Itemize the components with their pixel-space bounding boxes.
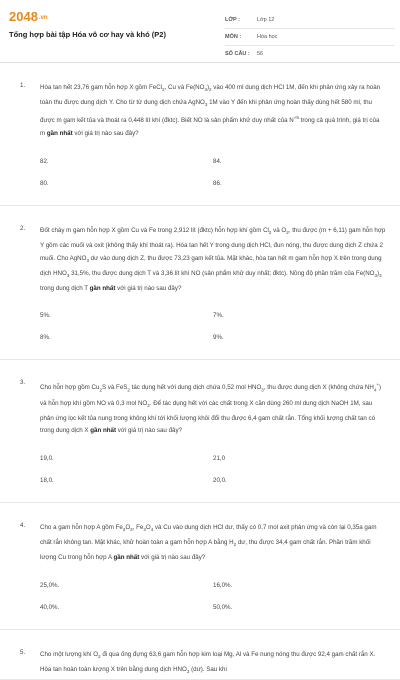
question-number: 5. xyxy=(20,648,26,656)
question-text: Đốt cháy m gam hỗn hợp X gồm Cu và Fe trong 2,912 lít (đktc) hỗn hợp khí gồm $Cl_2$ và $O_2$, thu được (m + 6,11) gam hỗn hợp Y gồm các muối và oxit (không thấy khí thoát ra). Hòa tan hết Y trong dung dịch HCl, đun nóng, thu được dung dịch Z chứa 2 muối. Cho AgNO$_3$ dư vào dung dịch Z, thu được 73,23 gam kết tủa. Mặt khác, hòa tan hết m gam hỗn hợp X trên trong dung dịch $HNO_3$ 31,5%, thu được dung dịch T và 3,36 lít khí NO (sản phẩm khử duy nhất; đktc). Nồng độ phần trăm của $Fe(NO_3)_3$ trong dung dịch T gần nhất với giá trị nào sau đây? xyxy=(40,226,386,292)
page-header xyxy=(0,0,400,63)
question-list xyxy=(0,63,400,680)
question-number: 3. xyxy=(20,379,26,387)
answer-options xyxy=(40,575,386,629)
meta-row-subject xyxy=(225,29,395,46)
question-number: 1. xyxy=(20,82,26,89)
question-item xyxy=(0,630,400,680)
answer-option[interactable]: 5%. xyxy=(40,312,51,320)
answer-option[interactable]: 16,0%. xyxy=(213,581,233,589)
answer-option[interactable]: 82. xyxy=(40,157,49,165)
question-text: Hòa tan hết 23,76 gam hỗn hợp X gồm FeCl$_2$, Cu và $Fe(NO_3)_2$ vào 400 ml dung dịch HCl 1M, đến khi phản ứng xảy ra hoàn toàn thu được dung dịch Y. Cho từ từ dung dịch chứa AgNO$_3$ 1M vào Y đến khi phản ứng hoàn thấy dùng hết 580 ml, thu được m gam kết tủa và thoát ra 0,448 lít khí (đktc). Biết NO là sản phẩm khử duy nhất của $N^{+5}$ trong cả quá trình, giá trị của m gần nhất với giá trị nào sau đây? xyxy=(40,84,381,137)
meta-table xyxy=(225,12,395,62)
meta-value: Lớp 12 xyxy=(257,17,275,23)
answer-option[interactable]: 50,0%. xyxy=(213,603,233,611)
answer-option[interactable]: 19,0. xyxy=(40,455,54,463)
answer-option[interactable]: 7%. xyxy=(213,312,224,320)
meta-label: MÔN : xyxy=(225,34,242,40)
question-item xyxy=(0,63,400,206)
answer-option[interactable]: 80. xyxy=(40,179,49,187)
answer-option[interactable]: 20,0. xyxy=(213,477,227,485)
question-text: Cho hỗn hợp gồm $Cu_2S$ và FeS$_2$ tác dụng hết với dung dịch chứa 0,52 mol $HNO_3$, thu được dung dịch X (không chứa $NH_4^+$) và hỗn hợp khí gồm NO và 0,3 mol $NO_2$. Để tác dụng hết với các chất trong X cần dùng 260 ml dung dịch NaOH 1M, sau phản ứng lọc kết tủa nung trong không khí tới khối lượng khôi đổi thu được 6,4 gam chất rắn. Tổng khối lượng chất tan có trong dung dịch X gần nhất với giá trị nào sau đây? xyxy=(40,382,382,435)
meta-label: LỚP : xyxy=(225,17,240,23)
question-text: Cho a gam hỗn hợp A gồm $Fe_2O_3$, $Fe_3O_4$ và Cu vào dung dịch HCl dư, thấy có 0,7 mol axit phản ứng và còn lại 0,35a gam chất rắn không tan. Mặt khác, khử hoàn toàn a gam hỗn hợp A bằng $H_2$ dư, thu được 34,4 gam chất rắn. Phần trăm khối lượng Cu trong hỗn hợp A gần nhất với giá trị nào sau đây? xyxy=(40,524,377,562)
answer-option[interactable]: 84. xyxy=(213,157,222,165)
meta-row-count xyxy=(225,46,395,62)
answer-option[interactable]: 21,0 xyxy=(213,455,226,463)
answer-options xyxy=(40,448,386,502)
meta-label: SỐ CÂU : xyxy=(225,51,250,57)
site-logo[interactable]: 2048.vn xyxy=(9,9,48,24)
question-item xyxy=(0,503,400,630)
question-item xyxy=(0,360,400,503)
meta-value: Hóa học xyxy=(257,34,278,40)
meta-value: 56 xyxy=(257,51,264,57)
page-title: Tổng hợp bài tập Hóa vô cơ hay và khó (P2) xyxy=(9,30,166,39)
answer-options xyxy=(40,151,386,205)
answer-options xyxy=(40,305,386,359)
answer-option[interactable]: 86. xyxy=(213,179,222,187)
question-text: Cho một lượng khí $O_2$ đi qua ống đựng 63,6 gam hỗn hợp kim loại Mg, Al và Fe nung nóng thu được 92,4 gam chất rắn X. Hòa tan hoàn toàn lượng X trên bằng dung dịch $HNO_3$ (dư). Sau khi xyxy=(40,650,376,675)
answer-option[interactable]: 18,0. xyxy=(40,477,54,485)
answer-option[interactable]: 8%. xyxy=(40,334,51,342)
answer-option[interactable]: 40,0%. xyxy=(40,603,60,611)
question-number: 2. xyxy=(20,224,26,232)
answer-option[interactable]: 9%. xyxy=(213,334,224,342)
question-item xyxy=(0,206,400,361)
question-number: 4. xyxy=(20,522,26,530)
answer-option[interactable]: 25,0%. xyxy=(40,581,60,589)
meta-row-class xyxy=(225,12,395,29)
